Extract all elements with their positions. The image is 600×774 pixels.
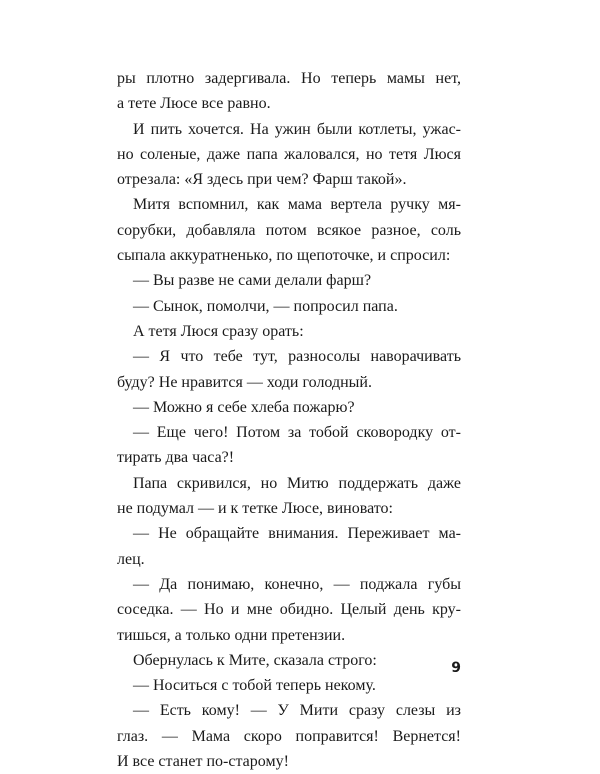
- text-line: тирать два часа?!: [117, 449, 235, 467]
- text-line: — Сынок, помолчи, — попросил папа.: [133, 297, 398, 315]
- text-line: ры плотно задергивала. Но теперь мамы нет,: [117, 70, 461, 87]
- text-line: — Да понимаю, конечно, — поджала губы: [133, 575, 461, 593]
- text-line: — Я что тебе тут, разносолы наворачивать: [133, 348, 461, 366]
- page-number: 9: [451, 660, 461, 676]
- text-line: — Есть кому! — У Мити сразу слезы из: [133, 702, 461, 720]
- text-line: И пить хочется. На ужин были котлеты, ужас-: [133, 120, 461, 138]
- text-line: Обернулась к Мите, сказала строго:: [133, 651, 377, 669]
- text-line: сыпала аккуратненько, по щепоточке, и спросил:: [117, 247, 451, 265]
- text-line: глаз. — Мама скоро поправится! Вернется!: [117, 727, 461, 745]
- text-line: Митя вспомнил, как мама вертела ручку мя-: [133, 196, 461, 214]
- text-line: отрезала: «Я здесь при чем? Фарш такой».: [117, 171, 407, 189]
- text-line: соседка. — Но и мне обидно. Целый день кру-: [117, 601, 461, 619]
- text-line: буду? Не нравится — ходи голодный.: [117, 373, 372, 391]
- text-line: сорубки, добавляла потом всякое разное, соль: [117, 221, 461, 239]
- text-line: а тете Люсе все равно.: [117, 95, 271, 113]
- text-line: — Носиться с тобой теперь некому.: [133, 677, 376, 695]
- text-line: А тетя Люся сразу орать:: [133, 322, 304, 340]
- text-line: — Не обращайте внимания. Переживает ма-: [133, 525, 461, 543]
- text-line: — Вы разве не сами делали фарш?: [133, 272, 372, 290]
- text-line: не подумал — и к тетке Люсе, виновато:: [117, 500, 393, 518]
- text-line: — Можно я себе хлеба пожарю?: [133, 398, 355, 416]
- text-line: лец.: [117, 550, 145, 568]
- text-line: — Еще чего! Потом за тобой сковородку от-: [133, 424, 461, 442]
- text-line: тишься, а только одни претензии.: [117, 626, 346, 644]
- text-line: Папа скривился, но Митю поддержать даже: [133, 474, 461, 492]
- text-line: но соленые, даже папа жаловался, но тетя Люся: [117, 145, 461, 163]
- body-text: [117, 66, 461, 774]
- text-line: И все станет по-старому!: [117, 753, 289, 771]
